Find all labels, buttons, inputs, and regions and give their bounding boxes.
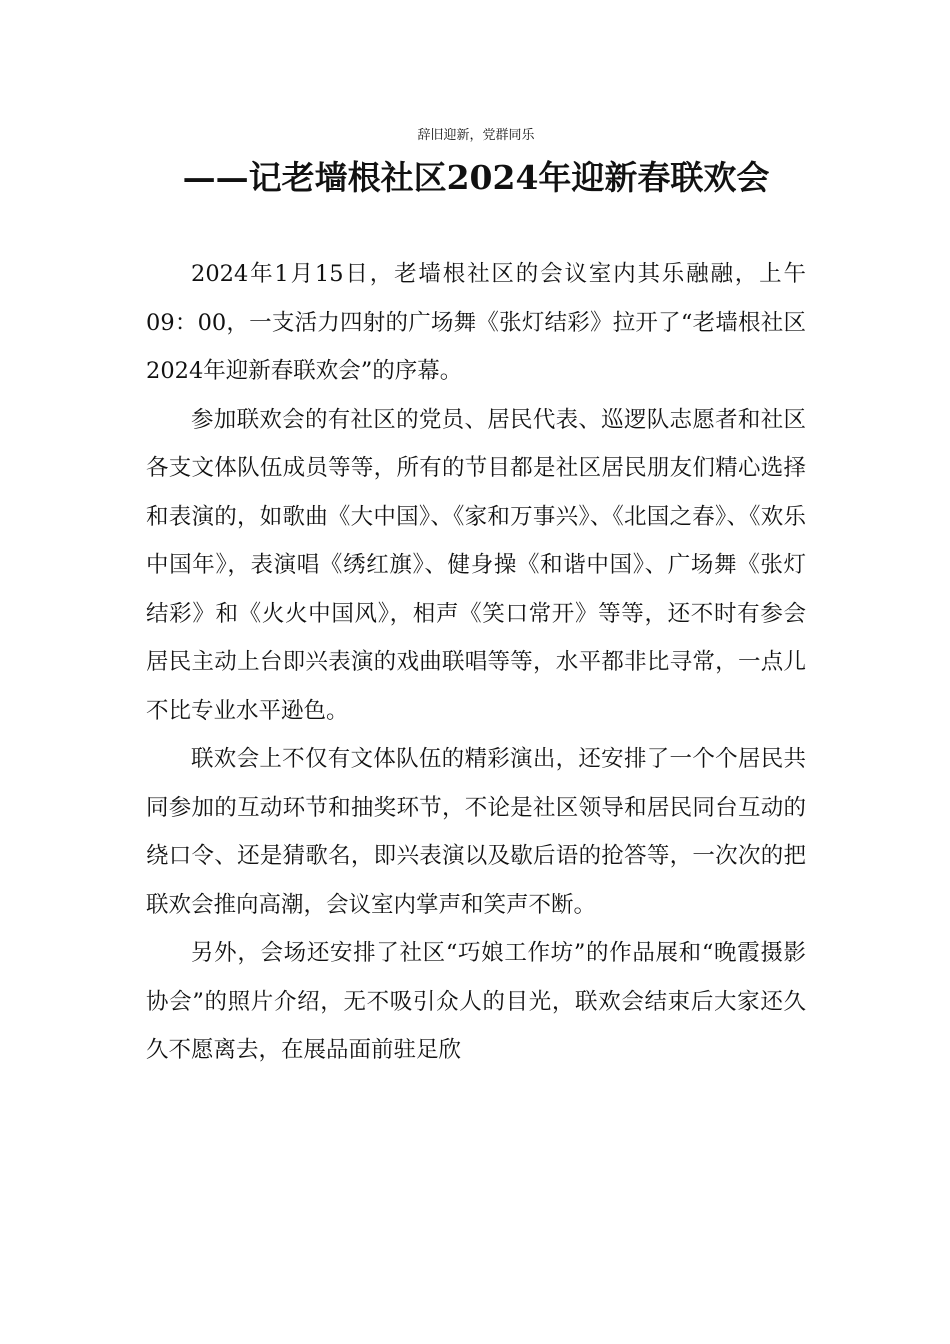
paragraph-3: 联欢会上不仅有文体队伍的精彩演出，还安排了一个个居民共同参加的互动环节和抽奖环节，不论是社区领导和居民同台互动的绕口令、还是猜歌名，即兴表演以及歇后语的抢答等，一次次的把联欢会推向高潮，会议室内掌声和笑声不断。: [146, 746, 806, 918]
paragraph-1: 2024年1月15日，老墙根社区的会议室内其乐融融，上午09：00，一支活力四射的广场舞《张灯结彩》拉开了“老墙根社区2024年迎新春联欢会”的序幕。: [146, 261, 806, 384]
document-title: ——记老墙根社区2024年迎新春联欢会: [182, 158, 770, 197]
paragraph-4: 另外，会场还安排了社区“巧娘工作坊”的作品展和“晚霞摄影协会”的照片介绍，无不吸引众人的目光，联欢会结束后大家还久久不愿离去，在展品面前驻足欣: [146, 940, 806, 1063]
document-subtitle: 辞旧迎新，党群同乐: [417, 128, 535, 143]
paragraph-2: 参加联欢会的有社区的党员、居民代表、巡逻队志愿者和社区各支文体队伍成员等等，所有的节目都是社区居民朋友们精心选择和表演的，如歌曲《大中国》、《家和万事兴》、《北国之春》、《欢乐中国年》，表演唱《绣红旗》、健身操《和谐中国》、广场舞《张灯结彩》和《火火中国风》，相声《笑口常开》等等，还不时有参会居民主动上台即兴表演的戏曲联唱等等，水平都非比寻常，一点儿不比专业水平逊色。: [146, 406, 806, 724]
document-body: [146, 250, 806, 1075]
